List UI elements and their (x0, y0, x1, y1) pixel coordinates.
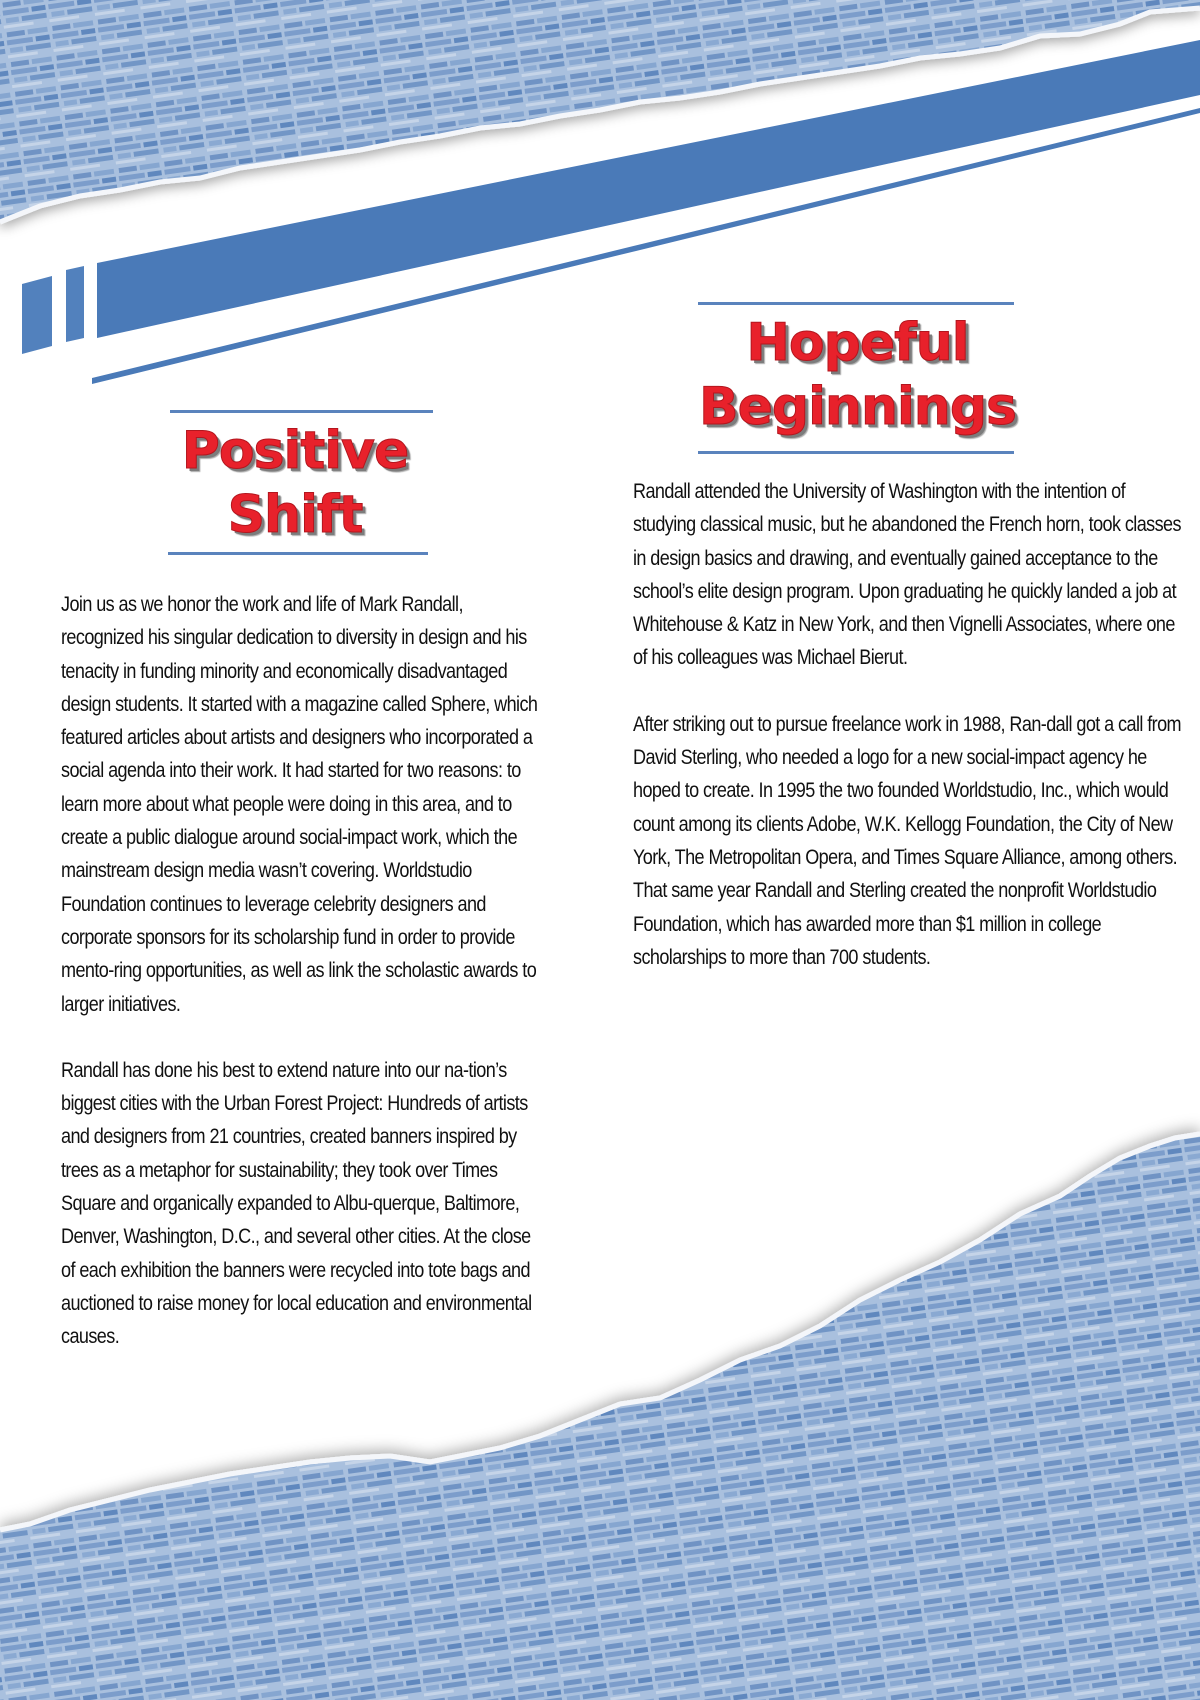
left-body (61, 588, 548, 1387)
left-heading-line1: Positive (181, 421, 409, 481)
right-heading-bottom-rule (698, 451, 1014, 454)
right-heading-top-rule (698, 302, 1014, 305)
right-heading-line2: Beginnings (698, 377, 1016, 437)
left-heading (150, 419, 440, 547)
left-heading-bottom-rule (168, 552, 428, 555)
left-heading-line2: Shift (227, 485, 363, 545)
left-paragraph-1: Join us as we honor the work and life of Mark Randall, recognized his singular dedication to diversity in design and his tenacity in funding minority and economically disadvantaged design students. It started with a magazine called Sphere, which featured articles about artists and designers who incorporated a social agenda into their work. It had started for two reasons: to learn more about what people were doing in this area, and to create a public dialogue around social-impact work, which the mainstream design media wasn’t covering. Worldstudio Foundation continues to leverage celebrity designers and corporate sponsors for its scholarship fund in order to provide mento-ring opportunities, as well as link the scholastic awards to larger initiatives. (61, 592, 538, 1016)
left-paragraph-2: Randall has done his best to extend nature into our na-tion’s biggest cities with the Urban Forest Project: Hundreds of artists and designers from 21 countries, created banners inspired by trees as a metaphor for sustainability; they took over Times Square and organically expanded to Albu-querque, Baltimore, Denver, Washington, D.C., and several other cities. At the close of each exhibition the banners were recycled into tote bags and auctioned to raise money for local education and environmental causes. (61, 1057, 532, 1349)
right-heading-line1: Hopeful (746, 313, 969, 373)
left-heading-top-rule (170, 410, 433, 413)
right-heading (690, 311, 1025, 439)
right-paragraph-2: After striking out to pursue freelance work in 1988, Ran-dall got a call from David Sterling, who needed a logo for a new social-impact agency he hoped to create. In 1995 the two founded Worldstudio, Inc., which would count among its clients Adobe, W.K. Kellogg Foundation, the City of New York, The Metropolitan Opera, and Times Square Alliance, among others. That same year Randall and Sterling created the nonprofit Worldstudio Foundation, which has awarded more than $1 million in college scholarships to more than 700 students. (633, 711, 1181, 969)
right-paragraph-1: Randall attended the University of Washington with the intention of studying classical music, but he abandoned the French horn, took classes in design basics and drawing, and eventually gained acceptance to the school’s elite design program. Upon graduating he quickly landed a job at Whitehouse & Katz in New York, and then Vignelli Associates, where one of his colleagues was Michael Bierut. (633, 479, 1181, 670)
right-body (633, 475, 1183, 1007)
